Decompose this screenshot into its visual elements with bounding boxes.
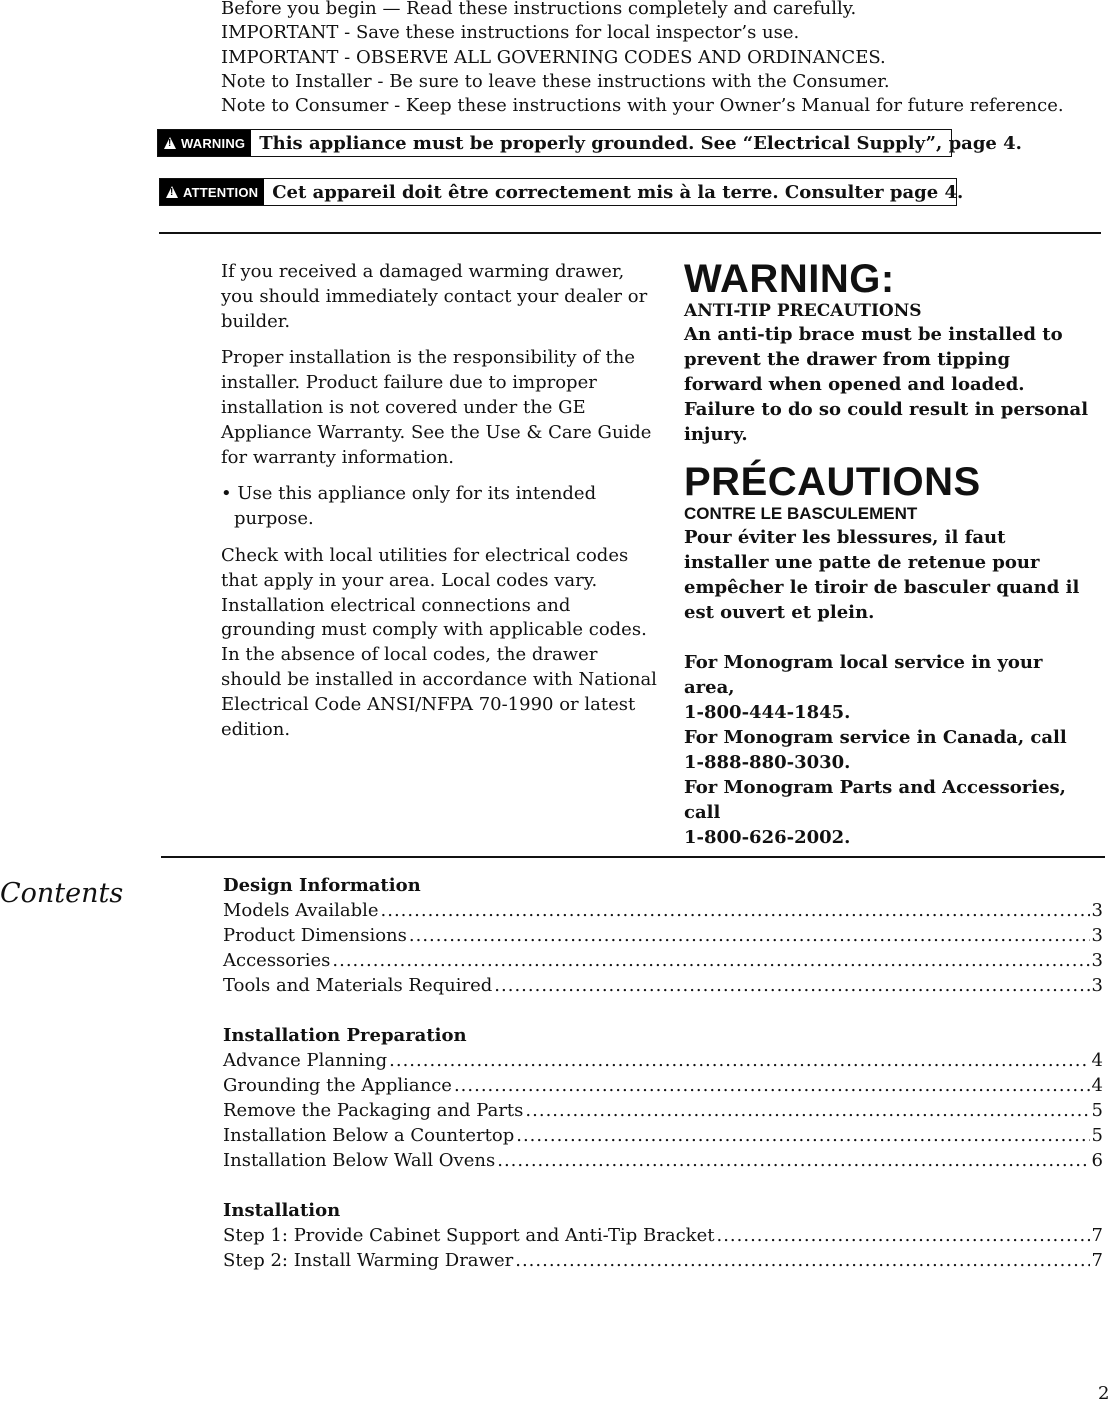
grounding-attention-box bbox=[159, 178, 964, 206]
anti-tip-text: An anti-tip brace must be installed to prevent the drawer from tipping forward when opened and loaded. Failure to do so could result in personal injury. bbox=[684, 324, 1089, 445]
responsibility-note: Proper installation is the responsibility of the installer. Product failure due to improper installation is not covered under the GE Appliance Warranty. See the Use & Care Guide for warranty information. bbox=[221, 347, 652, 468]
attention-message: Cet appareil doit être correctement mis à la terre. Consulter page 4. bbox=[272, 181, 964, 203]
anti-tip-title: ANTI-TIP PRECAUTIONS bbox=[684, 301, 922, 321]
toc-entry[interactable]: Installation Below Wall Ovens ..... 6 bbox=[223, 1148, 1103, 1173]
toc-section-heading: Installation Preparation bbox=[223, 1025, 467, 1046]
service-local: For Monogram local service in your area, bbox=[684, 652, 1043, 698]
service-canada: For Monogram service in Canada, call bbox=[684, 727, 1067, 748]
anti-tip-warning bbox=[684, 258, 1094, 850]
bascule-title: CONTRE LE BASCULEMENT bbox=[684, 504, 918, 523]
contents-label: Contents bbox=[0, 878, 124, 909]
warning-badge bbox=[158, 130, 251, 156]
intro-line: Before you begin — Read these instructions completely and carefully. bbox=[221, 0, 857, 19]
attention-badge bbox=[160, 179, 264, 205]
service-parts: For Monogram Parts and Accessories, call bbox=[684, 777, 1066, 823]
toc-entry[interactable]: Remove the Packaging and Parts ..... 5 bbox=[223, 1098, 1103, 1123]
installation-notes bbox=[221, 260, 661, 754]
toc-section-heading: Installation bbox=[223, 1200, 341, 1221]
toc-entry[interactable]: Installation Below a Countertop ..... 5 bbox=[223, 1123, 1103, 1148]
divider-top bbox=[159, 232, 1101, 234]
page-number: 2 bbox=[1098, 1383, 1110, 1404]
toc-entry[interactable]: Product Dimensions ..... 3 bbox=[223, 923, 1103, 948]
warning-heading: WARNING: bbox=[684, 257, 895, 301]
toc-entry[interactable]: Models Available ..... 3 bbox=[223, 898, 1103, 923]
warning-message: This appliance must be properly grounded. See “Electrical Supply”, page 4. bbox=[259, 132, 1022, 154]
toc-entry[interactable]: Step 2: Install Warming Drawer ..... 7 bbox=[223, 1248, 1103, 1273]
phone-canada: 1-888-880-3030. bbox=[684, 752, 851, 773]
phone-parts: 1-800-626-2002. bbox=[684, 827, 851, 848]
toc-entry[interactable]: Accessories ..... 3 bbox=[223, 948, 1103, 973]
damaged-note: If you received a damaged warming drawer, you should immediately contact your dealer or builder. bbox=[221, 261, 648, 332]
intro-line: IMPORTANT - Save these instructions for local inspector’s use. bbox=[221, 22, 800, 44]
warning-triangle-icon bbox=[166, 186, 178, 198]
toc-entry[interactable]: Grounding the Appliance ..... 4 bbox=[223, 1073, 1103, 1098]
warning-badge-label: WARNING bbox=[181, 135, 246, 151]
grounding-warning-box bbox=[157, 129, 1022, 157]
toc-entry[interactable]: Step 1: Provide Cabinet Support and Anti-Tip Bracket ..... 7 bbox=[223, 1223, 1103, 1248]
intro-line: Note to Consumer - Keep these instructions with your Owner’s Manual for future reference. bbox=[221, 95, 1064, 117]
divider-contents bbox=[161, 856, 1105, 858]
toc-entry[interactable]: Advance Planning ..... 4 bbox=[223, 1048, 1103, 1073]
toc-entry[interactable]: Tools and Materials Required ..... 3 bbox=[223, 973, 1103, 998]
attention-badge-label: ATTENTION bbox=[183, 184, 259, 200]
bascule-text: Pour éviter les blessures, il faut installer une patte de retenue pour empêcher le tiroir de basculer quand il est ouvert et plein. bbox=[684, 527, 1080, 623]
electrical-codes-note: Check with local utilities for electrical codes that apply in your area. Local codes vary. Installation electrical connections and grounding must comply with applicable codes. In the absence of local codes, the drawer should be installed in accordance with National Electrical Code ANSI/NFPA 70-1990 or latest edition. bbox=[221, 544, 657, 740]
intended-purpose-bullet: • Use this appliance only for its intended purpose. bbox=[221, 483, 597, 530]
intro-line: IMPORTANT - OBSERVE ALL GOVERNING CODES AND ORDINANCES. bbox=[221, 46, 886, 68]
precautions-heading: PRÉCAUTIONS bbox=[684, 460, 981, 504]
intro-notes bbox=[221, 0, 1064, 118]
warning-triangle-icon bbox=[164, 137, 176, 149]
toc-section-heading: Design Information bbox=[223, 875, 421, 896]
table-of-contents bbox=[223, 873, 1103, 1273]
intro-line: Note to Installer - Be sure to leave these instructions with the Consumer. bbox=[221, 70, 890, 92]
phone-local: 1-800-444-1845. bbox=[684, 702, 851, 723]
